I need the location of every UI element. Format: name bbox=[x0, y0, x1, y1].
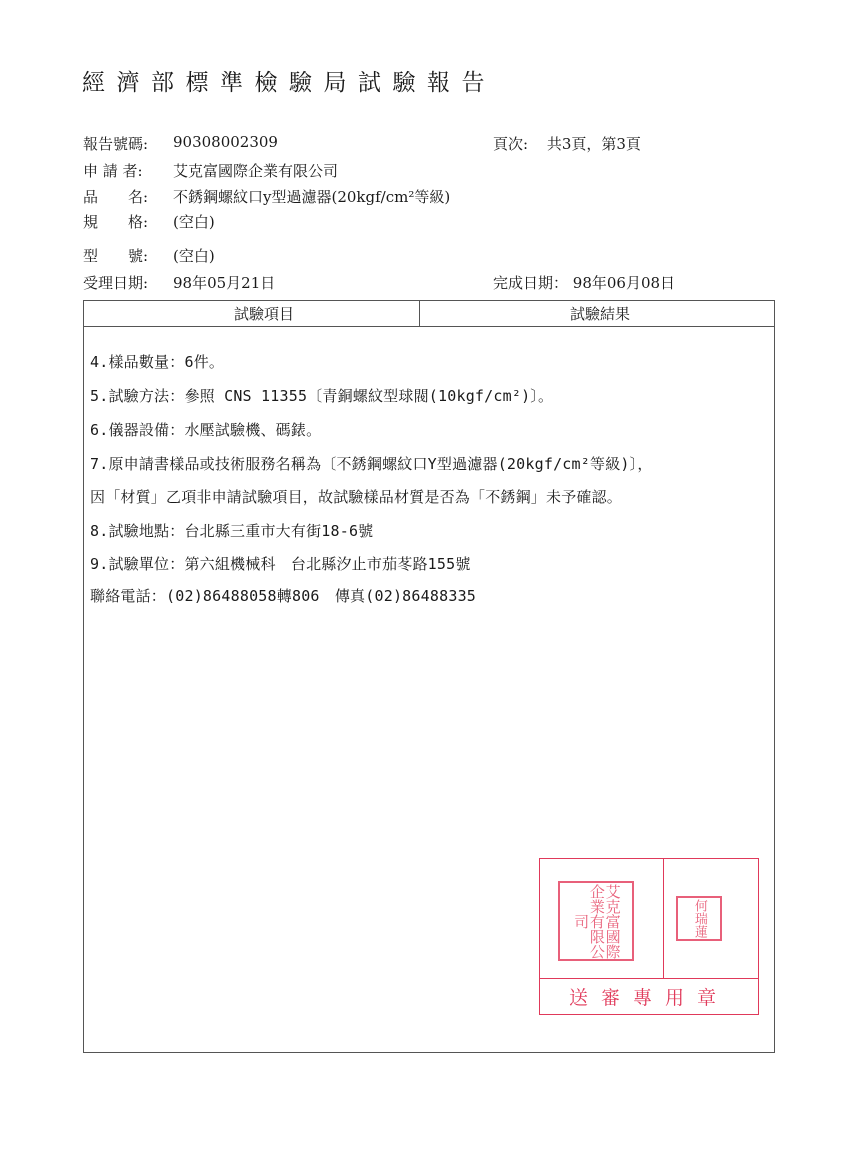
applicant-label: 申 請 者: bbox=[83, 162, 143, 180]
item-test-location: 8.試驗地點：台北縣三重市大有街18-6號 bbox=[90, 522, 374, 540]
completed-date-label: 完成日期： bbox=[493, 274, 569, 292]
page-field bbox=[493, 133, 641, 154]
item-sample-count: 4.樣品數量：6件。 bbox=[90, 353, 225, 371]
received-date-value: 98年05月21日 bbox=[173, 274, 276, 292]
item-material-note: 因「材質」乙項非申請試驗項目，故試驗樣品材質是否為「不銹鋼」未予確認。 bbox=[90, 488, 623, 506]
model-field bbox=[83, 245, 215, 266]
column-header-test-items: 試驗項目 bbox=[234, 305, 295, 323]
column-header-test-results: 試驗結果 bbox=[570, 305, 631, 323]
applicant-value: 艾克富國際企業有限公司 bbox=[173, 162, 339, 180]
spec-label: 規 格: bbox=[83, 213, 149, 231]
spec-value: (空白) bbox=[173, 213, 215, 231]
table-header bbox=[84, 301, 774, 327]
model-value: (空白) bbox=[173, 247, 215, 265]
report-number-field bbox=[83, 133, 278, 154]
spec-field bbox=[83, 211, 215, 232]
item-test-method: 5.試驗方法：參照 CNS 11355〔青銅螺紋型球閥(10kgf/cm²)〕。 bbox=[90, 387, 554, 405]
applicant-field bbox=[83, 160, 339, 181]
completed-date-field bbox=[493, 272, 675, 293]
page-label: 頁次: bbox=[493, 135, 529, 153]
product-field bbox=[83, 186, 451, 207]
company-seal-icon: 艾克富國際企業有限公司 bbox=[558, 881, 634, 961]
report-title: 經濟部標準檢驗局試驗報告 bbox=[82, 70, 496, 96]
item-sample-name-note: 7.原申請書樣品或技術服務名稱為〔不銹鋼螺紋口Y型過濾器(20kgf/cm²等級)〕， bbox=[90, 455, 653, 473]
stamp-divider-horizontal bbox=[540, 978, 758, 979]
received-date-label: 受理日期: bbox=[83, 274, 149, 292]
item-test-unit: 9.試驗單位：第六組機械科 台北縣汐止市茄苳路155號 bbox=[90, 555, 471, 573]
model-label: 型 號: bbox=[83, 247, 149, 265]
stamp-caption: 送審專用章 bbox=[568, 987, 729, 1009]
report-number-value: 90308002309 bbox=[173, 133, 278, 151]
received-date-field bbox=[83, 272, 276, 293]
completed-date-value: 98年06月08日 bbox=[572, 274, 676, 292]
report-number-label: 報告號碼: bbox=[83, 135, 149, 153]
item-contact: 聯絡電話：(02)86488058轉806 傳真(02)86488335 bbox=[90, 587, 477, 605]
column-divider bbox=[419, 301, 420, 326]
item-equipment: 6.儀器設備：水壓試驗機、碼錶。 bbox=[90, 421, 322, 439]
product-value: 不銹鋼螺紋口y型過濾器(20kgf/cm²等級) bbox=[173, 188, 451, 206]
results-table bbox=[83, 300, 775, 1053]
person-seal-icon: 何瑞蓮 bbox=[676, 896, 722, 941]
page-value: 共3頁，第3頁 bbox=[546, 135, 641, 153]
stamp-divider-vertical bbox=[663, 859, 664, 978]
submission-stamp bbox=[539, 858, 759, 1015]
product-label: 品 名: bbox=[83, 188, 149, 206]
